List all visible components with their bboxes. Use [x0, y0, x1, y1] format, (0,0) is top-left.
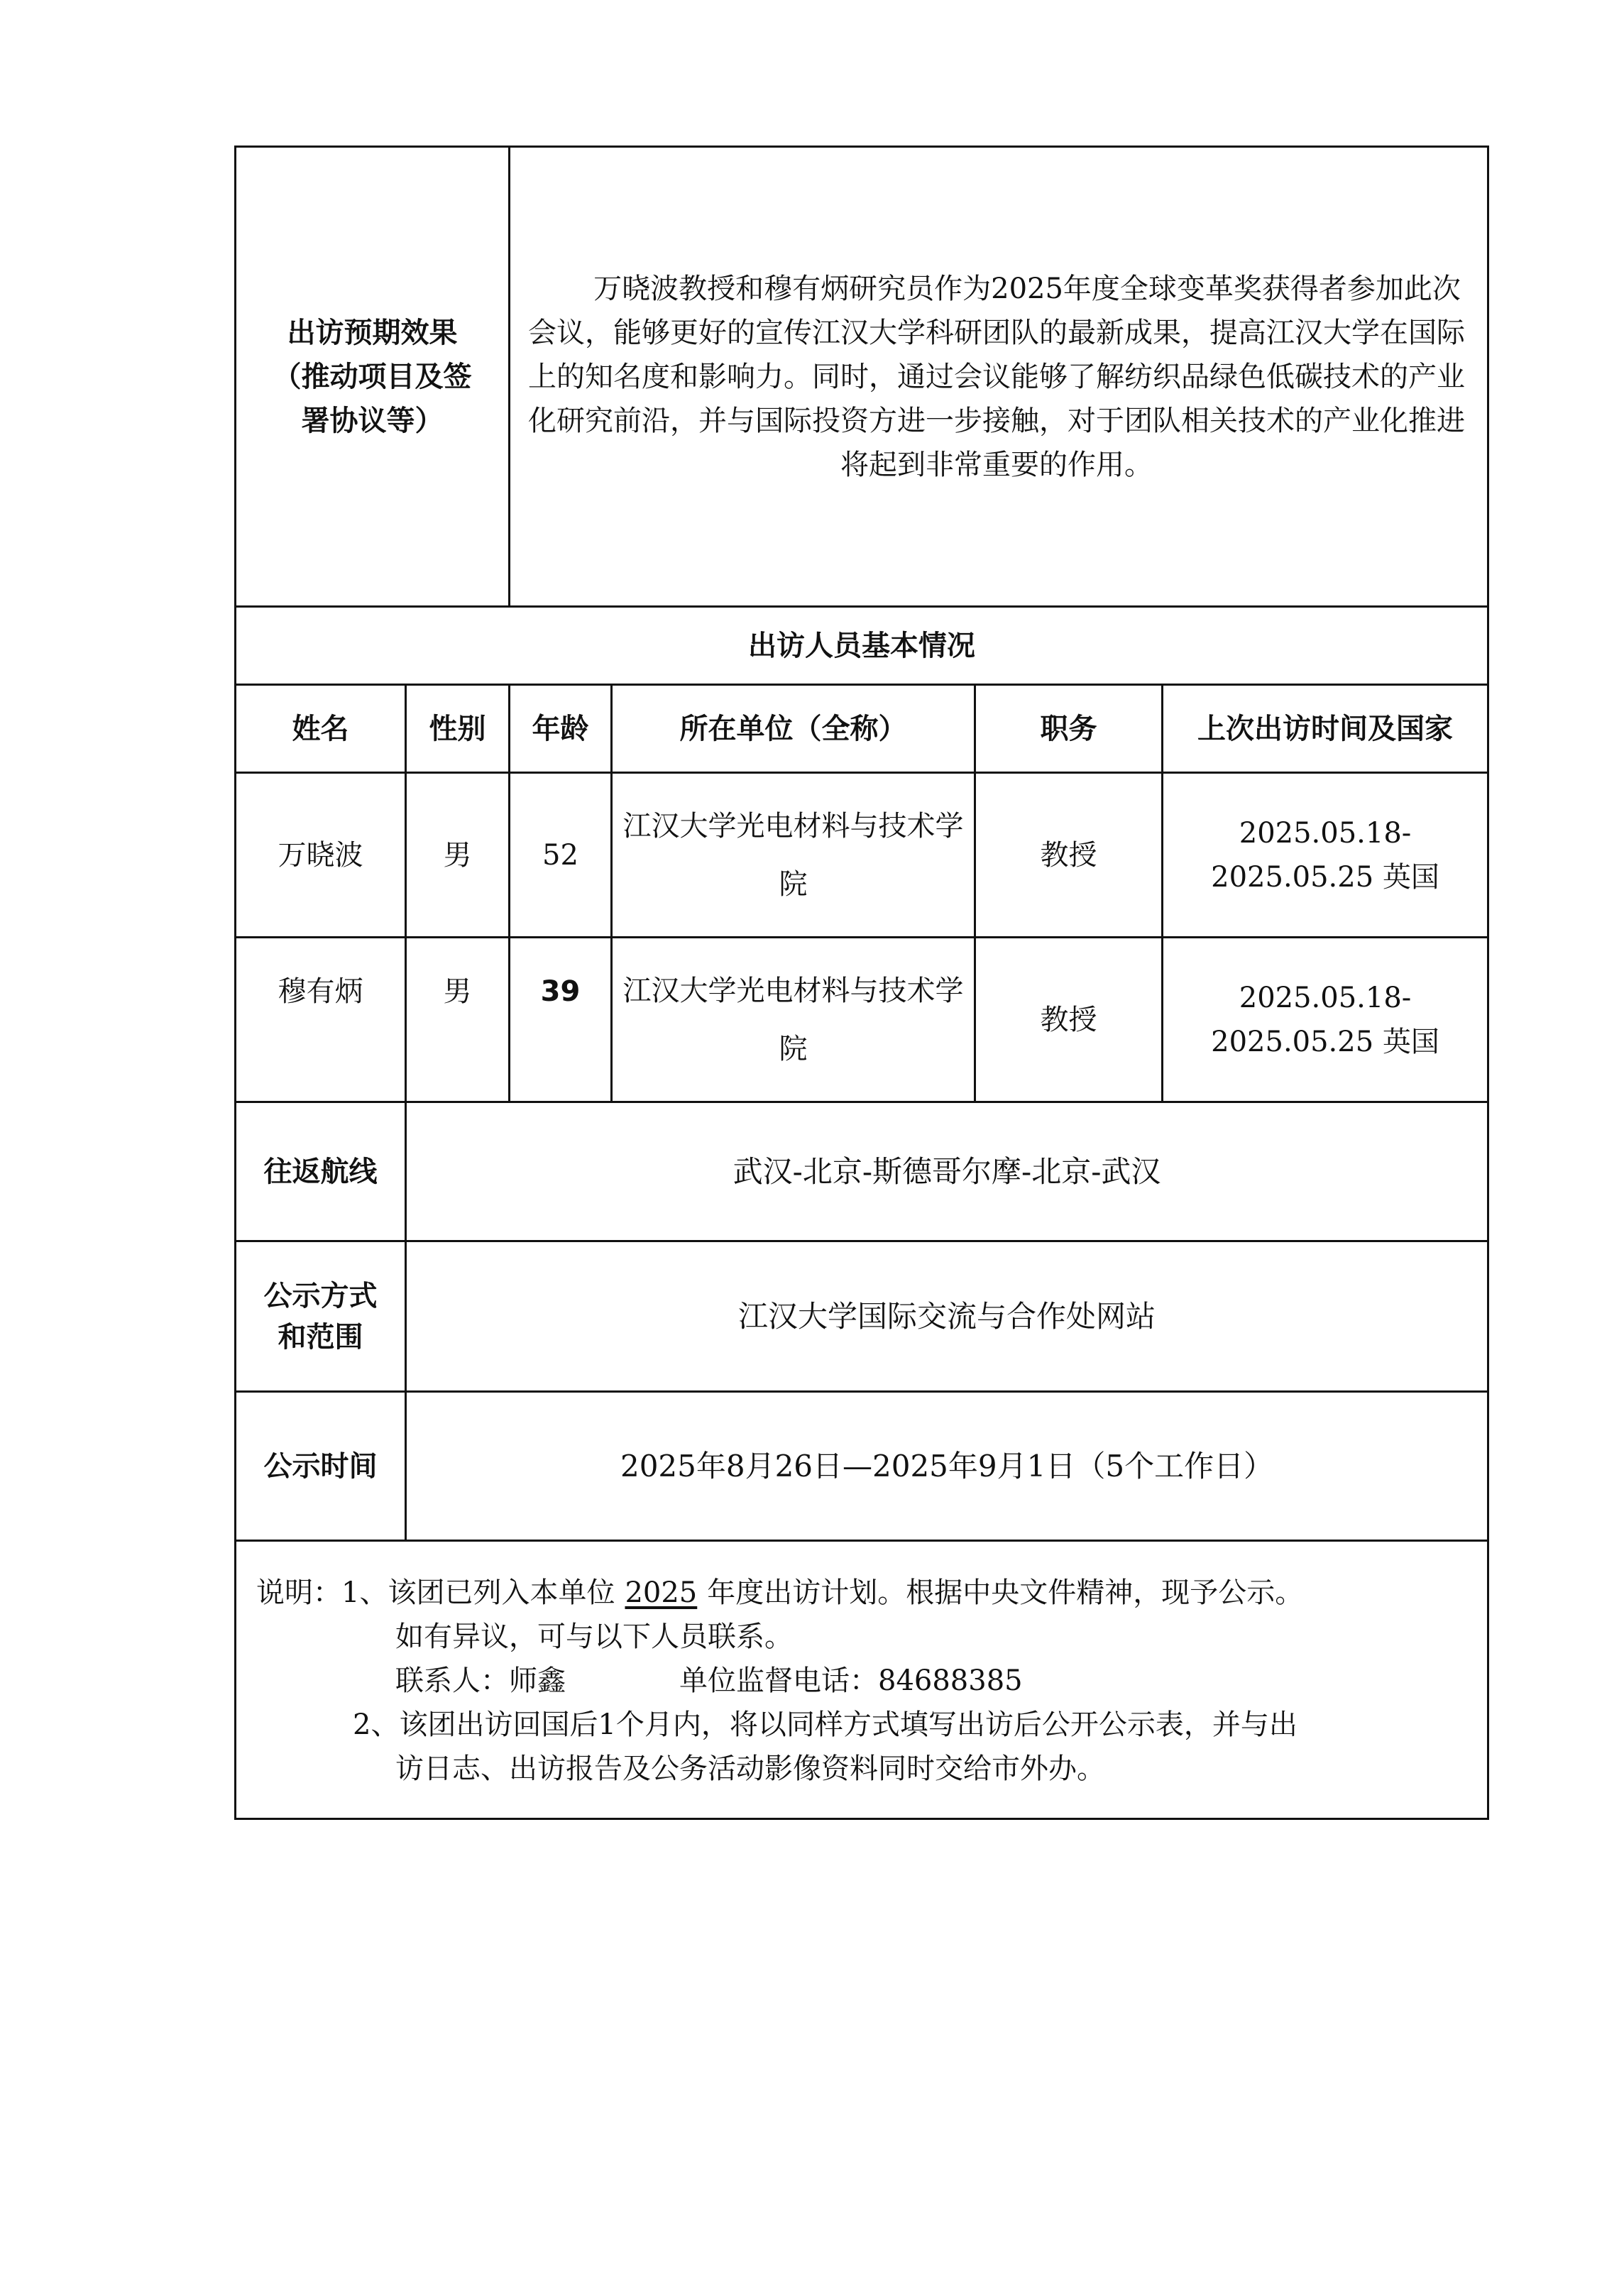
notes-prefix: 说明： [256, 1576, 341, 1609]
member-age: 39 [510, 938, 612, 1102]
note-item-2-line-2: 访日志、出访报告及公务活动影像资料同时交给市外办。 [395, 1752, 1105, 1785]
section-title-row [236, 607, 1488, 685]
route-value: 武汉-北京-斯德哥尔摩-北京-武汉 [406, 1102, 1488, 1241]
table-row [236, 938, 1488, 1102]
header-gender: 性别 [406, 685, 510, 773]
member-organization: 江汉大学光电材料与技术学院 [612, 938, 975, 1102]
member-name: 万晓波 [236, 773, 406, 938]
header-age: 年龄 [510, 685, 612, 773]
publicity-scope-value: 江汉大学国际交流与合作处网站 [406, 1241, 1488, 1392]
member-name: 穆有炳 [236, 938, 406, 1102]
note-item-1-text: 1、该团已列入本单位 [341, 1576, 615, 1609]
contact-person: 联系人：师鑫 [395, 1664, 566, 1697]
route-row [236, 1102, 1488, 1241]
publicity-form-table [234, 146, 1489, 1820]
member-last-visit: 2025.05.18-2025.05.25 英国 [1163, 938, 1488, 1102]
note-item-2: 2、该团出访回国后1个月内，将以同样方式填写出访后公开公示表，并与出 [353, 1708, 1297, 1741]
note-item-1-line-2: 如有异议，可与以下人员联系。 [395, 1620, 793, 1653]
member-position: 教授 [975, 773, 1163, 938]
publicity-scope-label-line: 公示方式 [263, 1279, 378, 1312]
publicity-scope-label [236, 1241, 406, 1392]
member-organization: 江汉大学光电材料与技术学院 [612, 773, 975, 938]
member-position: 教授 [975, 938, 1163, 1102]
expected-effect-label-line: （推动项目及签 [273, 360, 472, 393]
header-name: 姓名 [236, 685, 406, 773]
expected-effect-text: 万晓波教授和穆有炳研究员作为2025年度全球变革奖获得者参加此次会议，能够更好的宣传江汉大学科研团队的最新成果，提高江汉大学在国际上的知名度和影响力。同时，通过会议能够了解纺织品绿色低碳技术的产业化研究前沿，并与国际投资方进一步接触，对于团队相关技术的产业化推进将起到非常重要的作用。 [510, 147, 1488, 607]
publicity-time-label: 公示时间 [236, 1392, 406, 1541]
publicity-scope-row [236, 1241, 1488, 1392]
header-organization: 所在单位（全称） [612, 685, 975, 773]
expected-effect-label-line: 署协议等） [301, 404, 444, 437]
route-label: 往返航线 [236, 1102, 406, 1241]
member-gender: 男 [406, 773, 510, 938]
expected-effect-label [236, 147, 510, 607]
member-last-visit: 2025.05.18-2025.05.25 英国 [1163, 773, 1488, 938]
member-gender: 男 [406, 938, 510, 1102]
header-last-visit: 上次出访时间及国家 [1163, 685, 1488, 773]
contact-line [256, 1659, 1471, 1703]
note-item-1 [256, 1571, 1471, 1615]
publicity-time-row [236, 1392, 1488, 1541]
members-header-row [236, 685, 1488, 773]
notes-row [236, 1541, 1488, 1819]
plan-year: 2025 [625, 1576, 698, 1609]
expected-effect-row [236, 147, 1488, 607]
table-row [236, 773, 1488, 938]
note-item-1-text-cont: 年度出访计划。根据中央文件精神，现予公示。 [707, 1576, 1304, 1609]
expected-effect-label-line: 出访预期效果 [287, 316, 458, 349]
publicity-time-value: 2025年8月26日—2025年9月1日（5个工作日） [406, 1392, 1488, 1541]
publicity-scope-label-line: 和范围 [278, 1320, 363, 1354]
supervision-phone: 单位监督电话：84688385 [679, 1664, 1023, 1697]
header-position: 职务 [975, 685, 1163, 773]
member-age: 52 [510, 773, 612, 938]
section-title: 出访人员基本情况 [236, 607, 1488, 685]
notes-section [236, 1541, 1488, 1819]
